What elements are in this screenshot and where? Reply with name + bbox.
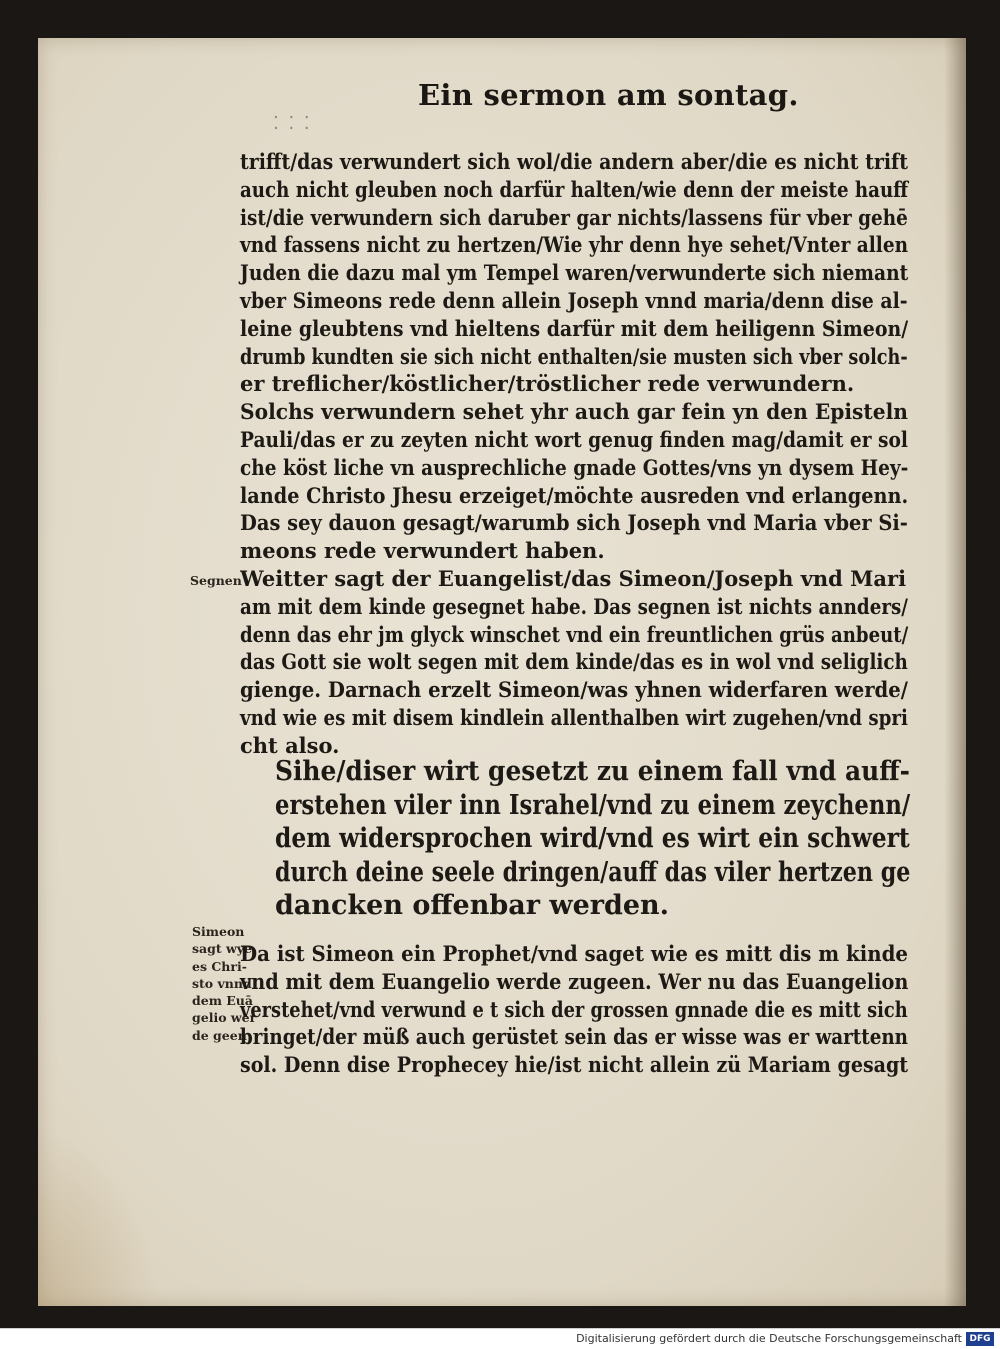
margin-note-line: sto vnnd: [192, 975, 252, 991]
text-line: denn das ehr jm glyck winschet vnd ein freuntlichen grüs anbeut/: [240, 621, 909, 647]
margin-note-line: es Chri-: [192, 958, 247, 974]
text-line: leine gleubtens vnd hieltens darfür mit dem heiligenn Simeon/: [240, 315, 909, 341]
running-header: Ein sermon am sontag.: [418, 78, 799, 112]
text-line: lande Christo Jhesu erzeiget/möchte ausreden vnd erlangenn.: [240, 482, 909, 508]
body-text-continued: [240, 940, 910, 1079]
bleed-through-mark: ⁚ ⁚ ⁚: [273, 113, 312, 134]
quote-line: erstehen viler inn Israhel/vnd zu einem zeychenn/: [275, 789, 911, 821]
dfg-logo: DFG: [966, 1332, 994, 1346]
margin-note-segnen: [190, 572, 242, 589]
text-line: Juden die dazu mal ym Tempel waren/verwunderte sich niemant: [240, 260, 909, 286]
text-line: vnd fassens nicht zu hertzen/Wie yhr denn hye sehet/Vnter allen: [240, 232, 909, 258]
text-line: er treflicher/köstlicher/tröstlicher rede verwundern.: [240, 371, 855, 397]
page-gutter-shadow: [944, 38, 966, 1306]
page-stain: [38, 1126, 158, 1306]
text-line: auch nicht gleuben noch darfür halten/wie denn der meiste hauff: [240, 176, 909, 202]
margin-note-line: Segnen: [190, 573, 242, 588]
text-line: che köst liche vn ausprechliche gnade Gottes/vns yn dysem Hey-: [240, 454, 909, 480]
margin-note-line: Simeon: [192, 924, 245, 939]
margin-note-line: de geen: [192, 1027, 247, 1043]
text-line: vnd mit dem Euangelio werde zugeen. Wer nu das Euangelion: [240, 968, 909, 994]
text-line: das Gott sie wolt segen mit dem kinde/das es in wol vnd seliglich: [240, 649, 908, 675]
text-line: gienge. Darnach erzelt Simeon/was yhnen widerfaren werde/: [240, 677, 908, 703]
scripture-quote: [275, 755, 915, 923]
text-line: trifft/das verwundert sich wol/die andern aber/die es nicht trift: [240, 149, 908, 174]
text-line: vnd wie es mit disem kindlein allenthalben wirt zugehen/vnd spri: [240, 704, 908, 730]
text-line: sol. Denn dise Prophecey hie/ist nicht allein zü Mariam gesagt: [240, 1052, 909, 1078]
text-line: verstehet/vnd verwund e t sich der grossen gnnade die es mitt sich: [240, 996, 908, 1022]
text-line: drumb kundten sie sich nicht enthalten/sie musten sich vber solch-: [240, 343, 908, 369]
text-line: Da ist Simeon ein Prophet/vnd saget wie es mitt dis m kinde: [240, 941, 908, 966]
text-line: meons rede verwundert haben.: [240, 538, 605, 564]
quote-line: dancken offenbar werden.: [275, 890, 670, 921]
quote-line: dem widersprochen wird/vnd es wirt ein schwert: [275, 823, 910, 854]
margin-note-line: sagt wye: [192, 941, 252, 957]
funding-notice: Digitalisierung gefördert durch die Deutsche Forschungsgemeinschaft: [576, 1332, 962, 1345]
text-line: Weitter sagt der Euangelist/das Simeon/Joseph vnd Mari: [240, 565, 907, 591]
body-text: [240, 148, 910, 760]
text-line: bringet/der müß auch gerüstet sein das er wisse was er warttenn: [240, 1024, 908, 1050]
text-line: Das sey dauon gesagt/warumb sich Joseph vnd Maria vber Si-: [240, 510, 908, 536]
text-line: Solchs verwundern sehet yhr auch gar fein yn den Episteln: [240, 399, 908, 425]
text-line: ist/die verwundern sich daruber gar nichts/lassens für vber gehē: [240, 204, 908, 230]
margin-note-line: dem Euā: [192, 993, 253, 1009]
margin-note-line: gelio wer: [192, 1010, 257, 1026]
quote-line: durch deine seele dringen/auff das viler hertzen ge: [275, 856, 911, 888]
text-line: Pauli/das er zu zeyten nicht wort genug finden mag/damit er sol: [240, 426, 908, 452]
text-line: am mit dem kinde gesegnet habe. Das segnen ist nichts annders/: [240, 593, 908, 619]
text-line: cht also.: [240, 732, 340, 758]
quote-line: Sihe/diser wirt gesetzt zu einem fall vnd auff-: [275, 756, 910, 787]
text-line: vber Simeons rede denn allein Joseph vnnd maria/denn dise al-: [240, 287, 908, 313]
footer-bar: [0, 1328, 1000, 1349]
